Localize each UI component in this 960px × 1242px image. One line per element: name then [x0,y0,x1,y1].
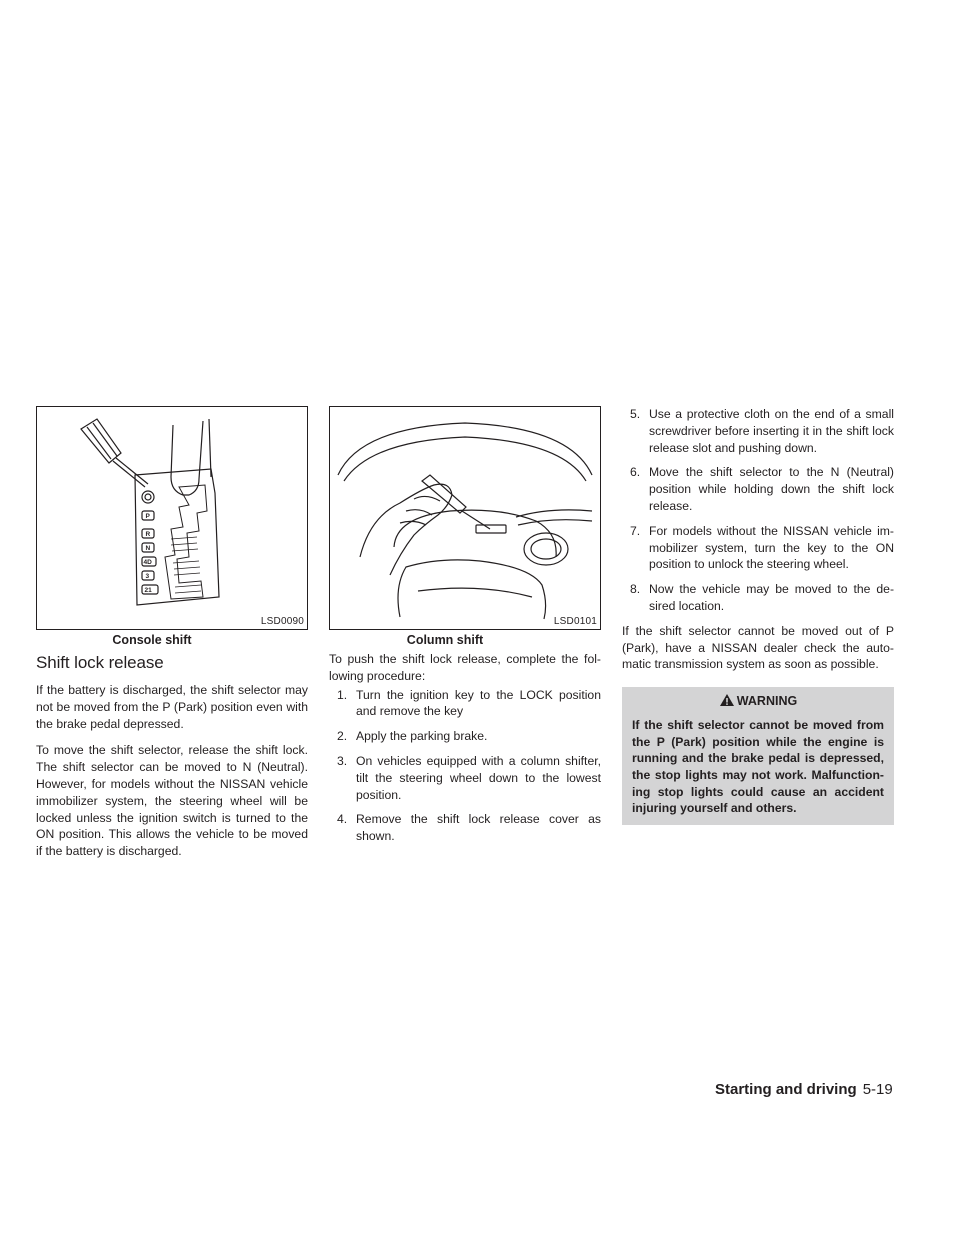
figure-code: LSD0101 [553,616,597,627]
closing-paragraph: If the shift selector cannot be moved out of P (Park), have a NISSAN dealer check the auto-matic transmission system as soon as possible. [622,623,894,672]
gear-label-p: P [145,513,150,520]
list-item: 4. Remove the shift lock release cover as shown. [337,812,601,844]
screwdriver-handle [81,419,121,463]
page-number: 5-19 [862,1081,893,1098]
screwdriver [422,475,466,513]
gear-label-21: 21 [144,587,152,594]
procedure-intro: To push the shift lock release, complete the fol-lowing procedure: [329,652,601,683]
column-left [36,406,308,870]
list-item: 1. Turn the ignition key to the LOCK position and remove the key [337,687,601,719]
page-footer [715,1081,925,1098]
steering-column [398,560,546,619]
list-item: 2. Apply the parking brake. [337,729,488,744]
list-item: 6. Move the shift selector to the N (Neutral) position while holding down the shift lock release. [630,465,894,513]
warning-box [622,687,894,825]
paragraph: If the battery is discharged, the shift selector may not be moved from the P (Park) position even with the brake pedal depressed. [36,683,308,731]
console-shift-illustration [37,407,307,629]
procedure-steps [329,687,601,845]
warning-label: WARNING [736,694,798,709]
release-slot [476,525,506,533]
gear-label-n: N [145,545,151,552]
warning-heading [632,693,884,710]
warning-text: If the shift selector cannot be moved from the P (Park) position while the engine is running and the brake pedal is depressed, the stop lights may not work. Malfunction-ing stop lights could cause an accident injuring yourself and others. [632,718,884,816]
column-right [622,406,894,825]
gear-label-4d: 4D [143,559,152,566]
procedure-steps-continued [622,406,894,615]
figure-code: LSD0090 [260,616,304,627]
list-item: 5. Use a protective cloth on the end of a small screwdriver before inserting it in the shift lock release slot and pushing down. [630,407,894,455]
list-item: 7. For models without the NISSAN vehicle im-mobilizer system, turn the key to the ON position to unlock the steering wheel. [630,523,894,572]
list-item: 3. On vehicles equipped with a column shifter, tilt the steering wheel down to the lowest position. [337,753,601,802]
figure-caption: Column shift [406,633,484,647]
gear-label-3: 3 [145,573,150,580]
footer-section: Starting and driving [715,1081,857,1098]
list-item: 8. Now the vehicle may be moved to the de-sired location. [630,582,894,613]
figure-caption: Console shift [112,633,192,647]
shift-lever [171,421,203,495]
warning-icon [719,693,735,710]
section-title: Shift lock release [36,653,164,672]
dashboard-edge [338,423,592,475]
figure-column-shift [329,406,601,630]
column-middle [329,406,601,853]
paragraph: To move the shift selector, release the shift lock. The shift selector can be moved to N (Neutral). However, for models without the NISSAN vehicle immobilizer system, the steering wheel will be locked unless the ignition switch is turned to the ON position. This allows the vehicle to be moved if the battery is discharged. [36,743,308,859]
gear-label-r: R [145,531,151,538]
column-shift-illustration [330,407,600,629]
shift-lock-slot [142,491,154,503]
figure-console-shift [36,406,308,630]
